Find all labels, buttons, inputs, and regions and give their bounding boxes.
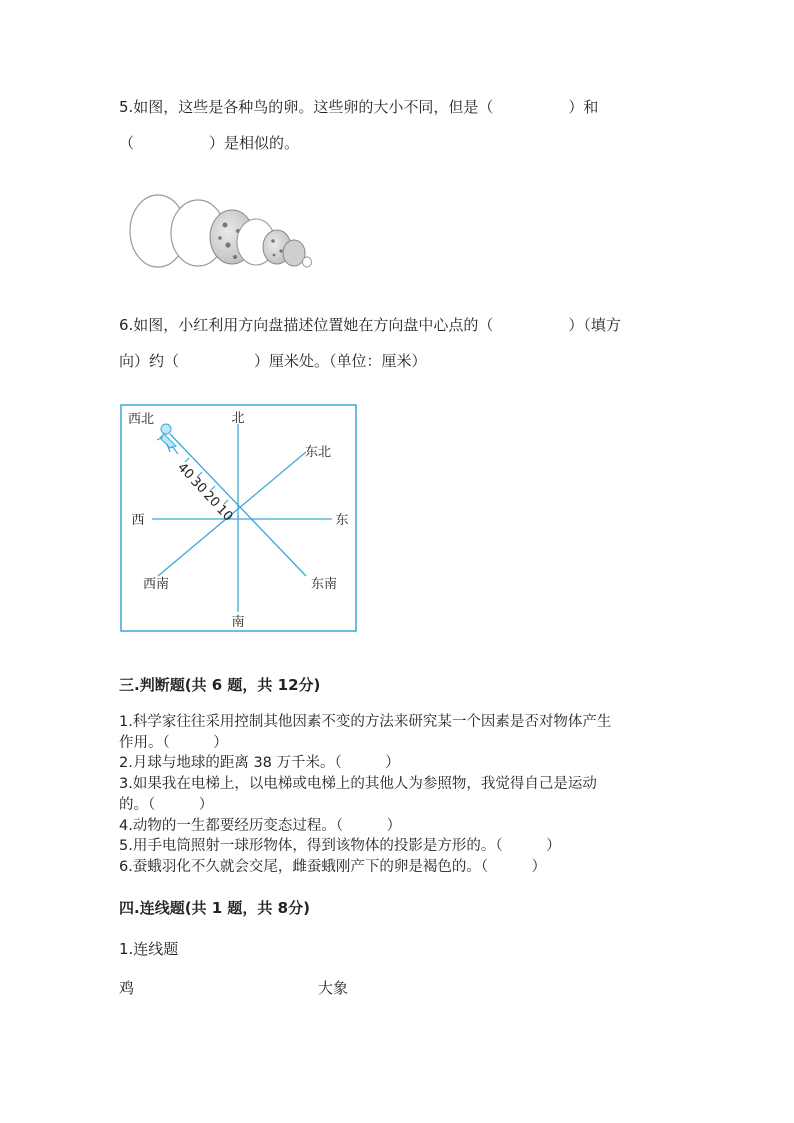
label-northeast: 东北 — [304, 445, 332, 460]
label-north: 北 — [231, 411, 245, 426]
q5-line-1: 5.如图，这些是各种鸟的卵。这些卵的大小不同，但是（ ）和 — [119, 98, 599, 116]
judge-item-1b: 作用。（ ） — [119, 735, 228, 751]
q5-line-2: （ ）是相似的。 — [119, 134, 300, 152]
judge-item-1a: 1.科学家往往采用控制其他因素不变的方法来研究某一个因素是否对物体产生 — [119, 714, 612, 730]
judge-item-3b: 的。（ ） — [119, 797, 214, 813]
label-west: 西 — [131, 513, 145, 528]
tick-label-40: 40 — [174, 460, 197, 483]
judge-item-5: 5.用手电筒照射一球形物体，得到该物体的投影是方形的。（ ） — [119, 838, 561, 854]
judge-item-2: 2.月球与地球的距离 38 万千米。（ ） — [119, 755, 400, 771]
q6-line-2: 向）约（ ）厘米处。（单位：厘米） — [119, 352, 427, 370]
tick-label-20: 20 — [200, 488, 223, 511]
label-southwest: 西南 — [142, 577, 170, 592]
bird-eggs-image — [128, 193, 318, 273]
section4-title: 四.连线题(共 1 题，共 8分) — [119, 899, 310, 917]
match-right-word: 大象 — [318, 979, 349, 997]
judge-item-4: 4.动物的一生都要经历变态过程。（ ） — [119, 818, 402, 834]
match-left-word: 鸡 — [119, 979, 135, 997]
judge-item-6: 6.蚕蛾羽化不久就会交尾，雌蚕蛾刚产下的卵是褐色的。（ ） — [119, 859, 547, 875]
direction-compass-diagram — [120, 404, 357, 632]
q6-line-1: 6.如图，小红利用方向盘描述位置她在方向盘中心点的（ ）（填方 — [119, 316, 621, 334]
label-northwest: 西北 — [127, 412, 155, 427]
label-south: 南 — [231, 615, 245, 630]
tick-label-10: 10 — [213, 502, 236, 525]
section3-title: 三.判断题(共 6 题，共 12分) — [119, 676, 321, 694]
matching-question-1: 1.连线题 — [119, 940, 179, 958]
label-east: 东 — [335, 513, 349, 528]
label-southeast: 东南 — [310, 577, 338, 592]
tick-label-30: 30 — [187, 474, 210, 497]
judge-item-3a: 3.如果我在电梯上，以电梯或电梯上的其他人为参照物，我觉得自己是运动 — [119, 776, 597, 792]
